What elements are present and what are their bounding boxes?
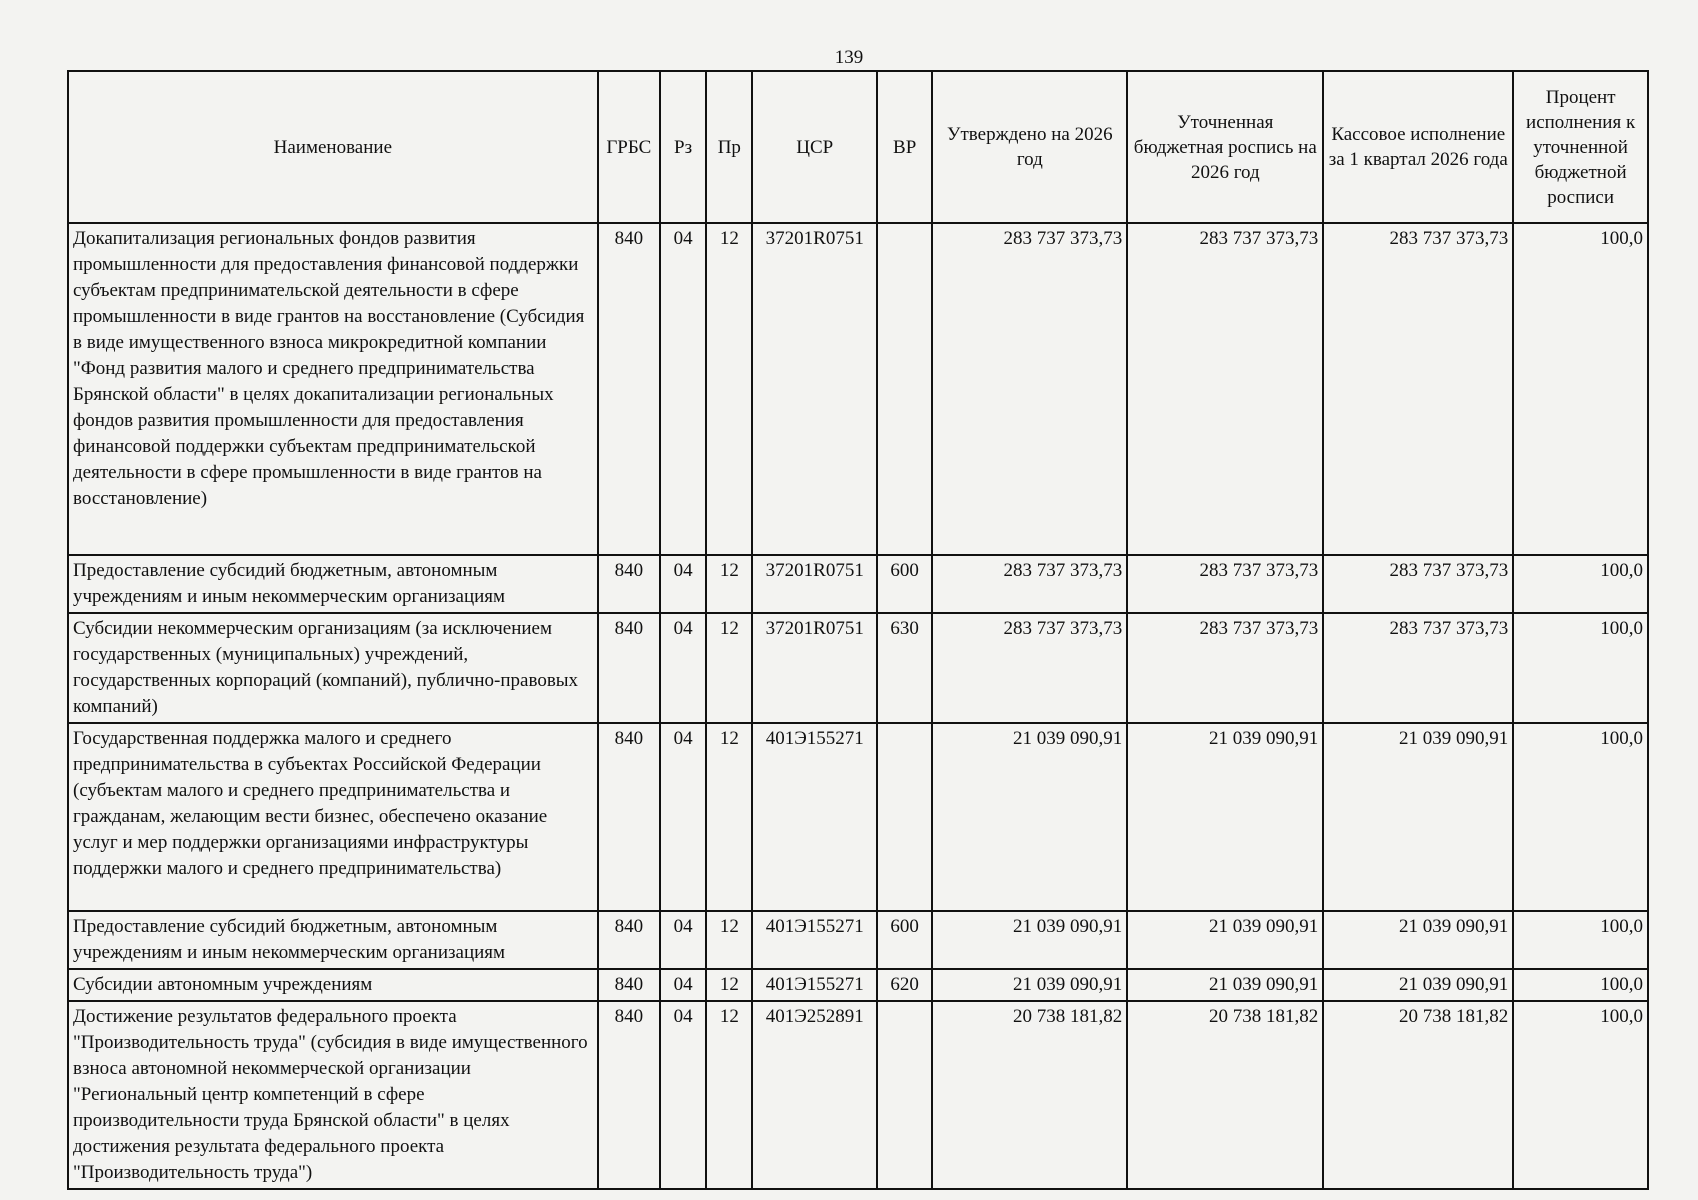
header-csr: ЦСР [752, 71, 877, 223]
table-row [68, 1001, 1648, 1189]
row-percent: 100,0 [1513, 613, 1648, 723]
row-refined: 21 039 090,91 [1127, 911, 1323, 969]
row-vr [877, 223, 932, 555]
row-csr: 37201R0751 [752, 613, 877, 723]
row-csr: 37201R0751 [752, 555, 877, 613]
row-vr: 600 [877, 911, 932, 969]
row-cash: 21 039 090,91 [1323, 969, 1513, 1001]
page-number: 139 [834, 47, 864, 68]
budget-table [67, 70, 1649, 1190]
row-approved: 21 039 090,91 [932, 723, 1127, 911]
row-approved: 21 039 090,91 [932, 911, 1127, 969]
row-approved: 283 737 373,73 [932, 223, 1127, 555]
row-percent: 100,0 [1513, 969, 1648, 1001]
row-rz: 04 [660, 613, 706, 723]
table-row [68, 969, 1648, 1001]
table-row [68, 911, 1648, 969]
row-cash: 21 039 090,91 [1323, 723, 1513, 911]
row-pr: 12 [706, 969, 752, 1001]
row-csr: 401Э155271 [752, 911, 877, 969]
header-cash: Кассовое исполнение за 1 квартал 2026 года [1323, 71, 1513, 223]
row-approved: 20 738 181,82 [932, 1001, 1127, 1189]
header-name: Наименование [68, 71, 598, 223]
row-name: Субсидии автономным учреждениям [68, 969, 598, 1001]
table-header-row [68, 71, 1648, 223]
row-vr [877, 1001, 932, 1189]
row-approved: 283 737 373,73 [932, 555, 1127, 613]
row-percent: 100,0 [1513, 223, 1648, 555]
header-rz: Рз [660, 71, 706, 223]
row-name: Государственная поддержка малого и среднего предпринимательства в субъектах Российской Федерации (субъектам малого и среднего предпринимательства и гражданам, желающим вести бизнес, обеспечено оказание услуг и мер поддержки организациями инфраструктуры поддержки малого и среднего предпринимательства) [68, 723, 598, 911]
row-rz: 04 [660, 223, 706, 555]
row-percent: 100,0 [1513, 723, 1648, 911]
row-cash: 20 738 181,82 [1323, 1001, 1513, 1189]
row-percent: 100,0 [1513, 1001, 1648, 1189]
row-csr: 401Э155271 [752, 969, 877, 1001]
table-row [68, 723, 1648, 911]
header-grbs: ГРБС [598, 71, 660, 223]
row-pr: 12 [706, 223, 752, 555]
table-row [68, 613, 1648, 723]
row-cash: 283 737 373,73 [1323, 223, 1513, 555]
row-csr: 401Э155271 [752, 723, 877, 911]
row-refined: 20 738 181,82 [1127, 1001, 1323, 1189]
row-cash: 21 039 090,91 [1323, 911, 1513, 969]
row-rz: 04 [660, 555, 706, 613]
row-grbs: 840 [598, 555, 660, 613]
row-cash: 283 737 373,73 [1323, 555, 1513, 613]
row-pr: 12 [706, 911, 752, 969]
row-refined: 21 039 090,91 [1127, 723, 1323, 911]
row-grbs: 840 [598, 223, 660, 555]
row-name: Докапитализация региональных фондов развития промышленности для предоставления финансовой поддержки субъектам предпринимательской деятельности в сфере промышленности в виде грантов на восстановление (Субсидия в виде имущественного взноса микрокредитной компании "Фонд развития малого и среднего предпринимательства Брянской области" в целях докапитализации региональных фондов развития промышленности для предоставления финансовой поддержки субъектам предпринимательской деятельности в сфере промышленности в виде грантов на восстановление) [68, 223, 598, 555]
row-percent: 100,0 [1513, 911, 1648, 969]
row-grbs: 840 [598, 969, 660, 1001]
row-refined: 283 737 373,73 [1127, 613, 1323, 723]
row-rz: 04 [660, 1001, 706, 1189]
row-pr: 12 [706, 723, 752, 911]
row-pr: 12 [706, 555, 752, 613]
row-vr: 600 [877, 555, 932, 613]
row-rz: 04 [660, 723, 706, 911]
row-cash: 283 737 373,73 [1323, 613, 1513, 723]
row-vr: 620 [877, 969, 932, 1001]
row-percent: 100,0 [1513, 555, 1648, 613]
row-refined: 21 039 090,91 [1127, 969, 1323, 1001]
row-csr: 401Э252891 [752, 1001, 877, 1189]
table-row [68, 223, 1648, 555]
row-name: Предоставление субсидий бюджетным, автономным учреждениям и иным некоммерческим организациям [68, 911, 598, 969]
header-pr: Пр [706, 71, 752, 223]
row-name: Предоставление субсидий бюджетным, автономным учреждениям и иным некоммерческим организациям [68, 555, 598, 613]
row-refined: 283 737 373,73 [1127, 555, 1323, 613]
row-pr: 12 [706, 1001, 752, 1189]
row-csr: 37201R0751 [752, 223, 877, 555]
row-name: Достижение результатов федерального проекта "Производительность труда" (субсидия в виде имущественного взноса автономной некоммерческой организации "Региональный центр компетенций в сфере производительности труда Брянской области" в целях достижения результата федерального проекта "Производительность труда") [68, 1001, 598, 1189]
row-vr: 630 [877, 613, 932, 723]
row-refined: 283 737 373,73 [1127, 223, 1323, 555]
table-row [68, 555, 1648, 613]
row-grbs: 840 [598, 1001, 660, 1189]
row-approved: 21 039 090,91 [932, 969, 1127, 1001]
header-approved: Утверждено на 2026 год [932, 71, 1127, 223]
row-grbs: 840 [598, 911, 660, 969]
header-refined: Уточненная бюджетная роспись на 2026 год [1127, 71, 1323, 223]
row-vr [877, 723, 932, 911]
row-name: Субсидии некоммерческим организациям (за исключением государственных (муниципальных) учреждений, государственных корпораций (компаний), публично-правовых компаний) [68, 613, 598, 723]
header-percent: Процент исполнения к уточненной бюджетной росписи [1513, 71, 1648, 223]
row-approved: 283 737 373,73 [932, 613, 1127, 723]
row-rz: 04 [660, 969, 706, 1001]
row-grbs: 840 [598, 723, 660, 911]
header-vr: ВР [877, 71, 932, 223]
row-pr: 12 [706, 613, 752, 723]
row-grbs: 840 [598, 613, 660, 723]
row-rz: 04 [660, 911, 706, 969]
